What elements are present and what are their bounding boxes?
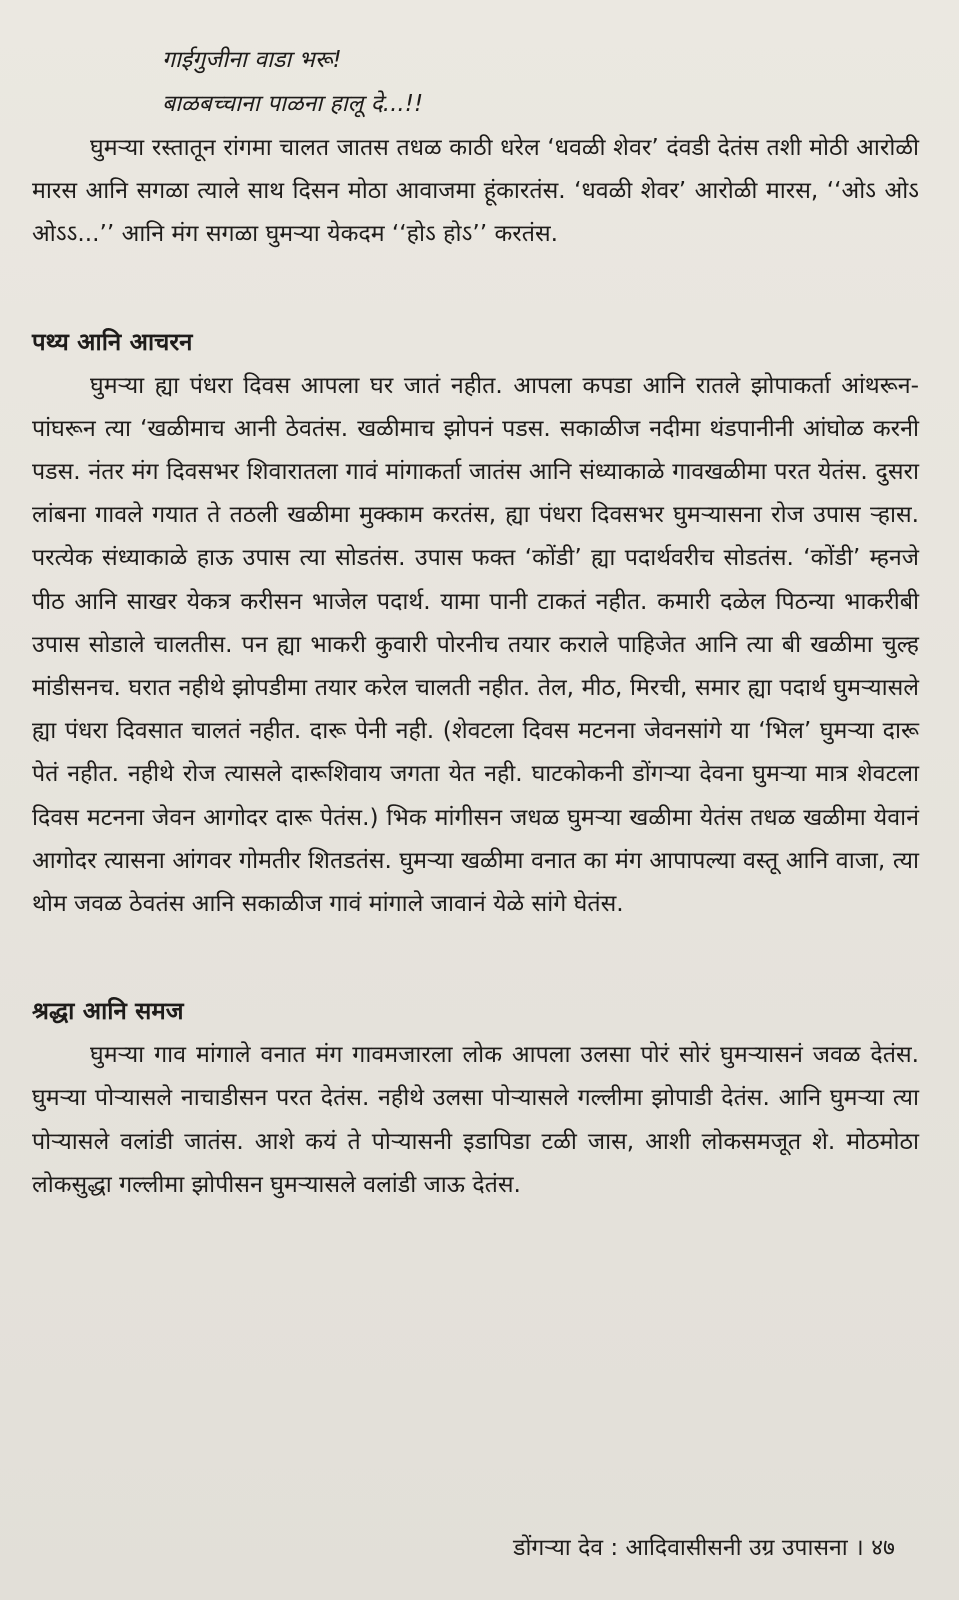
section-paragraph-faith-belief: घुमऱ्या गाव मांगाले वनात मंग गावमजारला लोक आपला उलसा पोरं सोरं घुमऱ्यासनं जवळ देतंस. घुमऱ्या पोऱ्यासले नाचाडीसन परत देतंस. नहीथे उलसा पोऱ्यासले गल्लीमा झोपाडी देतंस. आनि घुमऱ्या त्या पोऱ्यासले वलांडी जातंस. आशे कयं ते पोऱ्यासनी इडापिडा टळी जास, आशी लोकसमजूत शे. मोठमोठा लोकसुद्धा गल्लीमा झोपीसन घुमऱ्यासले वलांडी जाऊ देतंस.: [32, 1041, 919, 1198]
section-heading-faith-belief: श्रद्धा आनि समज: [32, 997, 184, 1026]
running-footer: डोंगऱ्या देव : आदिवासीसनी उग्र उपासना । ४७: [513, 1535, 895, 1561]
intro-paragraph: घुमऱ्या रस्तातून रांगमा चालत जातस तधळ काठी धरेल ‘धवळी शेवर’ दंवडी देतंस तशी मोठी आरोळी मारस आनि सगळा त्याले साथ दिसन मोठा आवाजमा हूंकारतंस. ‘धवळी शेवर’ आरोळी मारस, ‘‘ओऽ ओऽ ओऽऽ...’’ आनि मंग सगळा घुमऱ्या येकदम ‘‘होऽ होऽ’’ करतंस.: [32, 134, 919, 248]
section-heading-diet-conduct: पथ्य आनि आचरन: [32, 327, 193, 356]
verse-block: [162, 38, 919, 126]
spacer: [32, 256, 919, 290]
spacer: [32, 925, 919, 959]
section-paragraph-diet-conduct: घुमऱ्या ह्या पंधरा दिवस आपला घर जातं नहीत. आपला कपडा आनि रातले झोपाकर्ता आंथरून-पांघरून त्या ‘खळीमाच आनी ठेवतंस. खळीमाच झोपनं पडस. सकाळीज नदीमा थंडपानीनी आंघोळ करनी पडस. नंतर मंग दिवसभर शिवारातला गावं मांगाकर्ता जातंस आनि संध्याकाळे गावखळीमा परत येतंस. दुसरा लांबना गावले गयात ते तठली खळीमा मुक्काम करतंस, ह्या पंधरा दिवसभर घुमऱ्यासना रोज उपास ऱ्हास. परत्येक संध्याकाळे हाऊ उपास त्या सोडतंस. उपास फक्त ‘कोंडी’ ह्या पदार्थवरीच सोडतंस. ‘कोंडी’ म्हनजे पीठ आनि साखर येकत्र करीसन भाजेल पदार्थ. यामा पानी टाकतं नहीत. कमारी दळेल पिठन्या भाकरीबी उपास सोडाले चालतीस. पन ह्या भाकरी कुवारी पोरनीच तयार कराले पाहिजेत आनि त्या बी खळीमा चुल्ह मांडीसनच. घरात नहीथे झोपडीमा तयार करेल चालती नहीत. तेल, मीठ, मिरची, समार ह्या पदार्थ घुमऱ्यासले ह्या पंधरा दिवसात चालतं नहीत. दारू पेनी नही. (शेवटला दिवस मटनना जेवनसांगे या ‘भिल’ घुमऱ्या दारू पेतं नहीत. नहीथे रोज त्यासले दारूशिवाय जगता येत नही. घाटकोकनी डोंगऱ्या देवना घुमऱ्या मात्र शेवटला दिवस मटनना जेवन आगोदर दारू पेतंस.) भिक मांगीसन जधळ घुमऱ्या खळीमा येतंस तधळ खळीमा येवानं आगोदर त्यासना आंगवर गोमतीर शितडतंस. घुमऱ्या खळीमा वनात का मंग आपापल्या वस्तू आनि वाजा, त्या थोम जवळ ठेवतंस आनि सकाळीज गावं मांगाले जावानं येळे सांगे घेतंस.: [32, 371, 919, 918]
verse-line-2: बाळबच्चाना पाळना हालू दे...!!: [162, 91, 424, 117]
verse-line-1: गाईगुजीना वाडा भरू!: [162, 47, 342, 73]
